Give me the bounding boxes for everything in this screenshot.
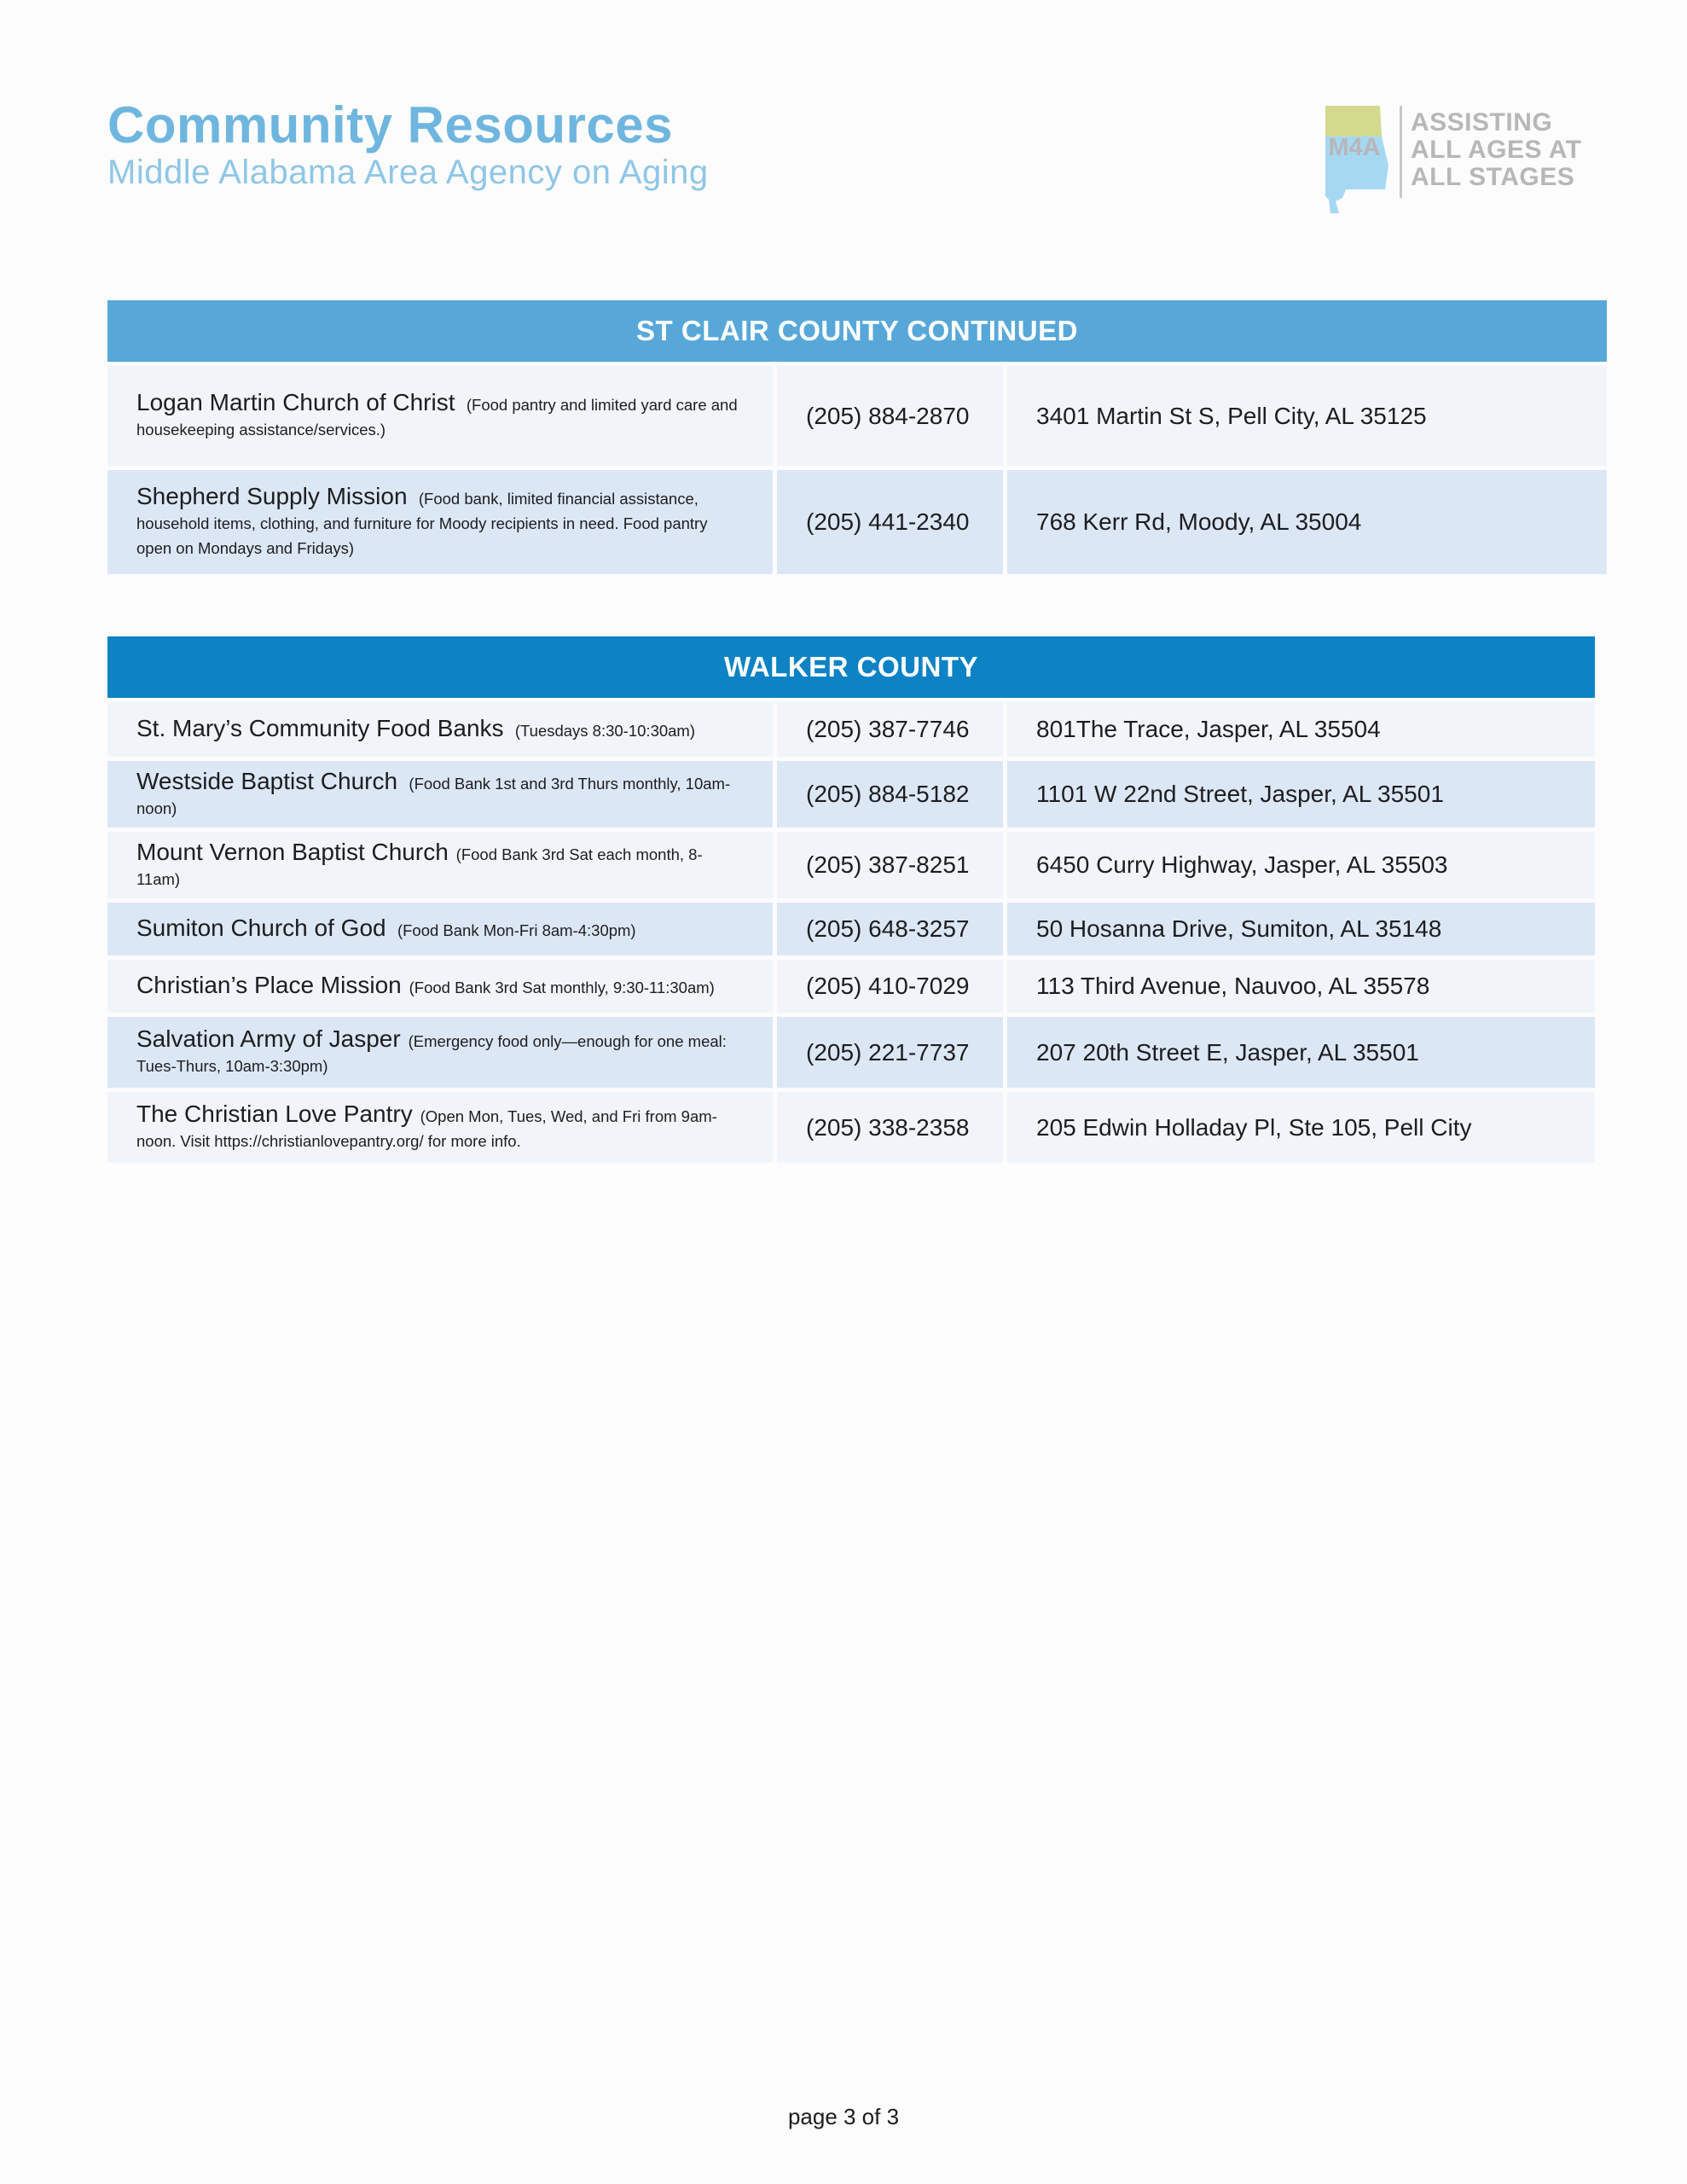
resource-name: Shepherd Supply Mission: [136, 483, 408, 510]
resource-note: (Food bank, limited financial assistance, household items, clothing, and furniture for Moody recipients in need. Food pantry open on Mondays and Fridays): [136, 490, 708, 557]
resource-name: St. Mary’s Community Food Banks: [136, 715, 504, 742]
resource-note: (Food Bank 3rd Sat monthly, 9:30-11:30am): [409, 979, 715, 997]
address: 768 Kerr Rd, Moody, AL 35004: [1036, 508, 1362, 535]
resource-name-cell: [107, 366, 773, 466]
resource-note: (Food pantry and limited yard care and housekeeping assistance/services.): [136, 396, 738, 439]
phone-number: (205) 884-2870: [806, 402, 970, 429]
phone-number: (205) 387-8251: [806, 851, 970, 878]
table-row: [107, 366, 1607, 466]
address: 113 Third Avenue, Nauvoo, AL 35578: [1036, 973, 1430, 999]
address-cell: [1007, 761, 1595, 828]
resource-note: (Emergency food only—enough for one meal: Tues-Thurs, 10am-3:30pm): [136, 1032, 727, 1075]
table-row: [107, 1017, 1595, 1088]
resource-note: (Open Mon, Tues, Wed, and Fri from 9am-noon. Visit https://christianlovepantry.org/ for more info.: [136, 1107, 717, 1150]
phone-cell: [777, 832, 1003, 898]
resource-name-cell: [107, 1017, 773, 1088]
phone-number: (205) 884-5182: [806, 781, 970, 807]
address-cell: [1007, 470, 1607, 574]
m4a-logo-mark: [1320, 102, 1394, 213]
address-cell: [1007, 702, 1595, 757]
address: 1101 W 22nd Street, Jasper, AL 35501: [1036, 781, 1444, 807]
st-clair-county-section: [107, 300, 1607, 574]
logo-mark-text: M4A: [1328, 134, 1381, 161]
resource-name: Sumiton Church of God: [136, 915, 386, 942]
table-row: [107, 960, 1595, 1013]
resource-note: (Food Bank 3rd Sat each month, 8-11am): [136, 845, 703, 888]
phone-number: (205) 387-7746: [806, 716, 970, 742]
page-title: Community Resources: [107, 96, 673, 154]
address: 207 20th Street E, Jasper, AL 35501: [1036, 1038, 1419, 1066]
phone-cell: [777, 761, 1003, 828]
table-row: [107, 903, 1595, 956]
phone-cell: [777, 702, 1003, 757]
address-cell: [1007, 366, 1607, 466]
resource-name-cell: [107, 903, 773, 956]
resource-note: (Food Bank Mon-Fri 8am-4:30pm): [397, 921, 636, 940]
table-row: [107, 470, 1607, 574]
page-subtitle: Middle Alabama Area Agency on Aging: [107, 154, 709, 191]
phone-cell: [777, 903, 1003, 956]
section-title: ST CLAIR COUNTY CONTINUED: [636, 315, 1078, 346]
table-row: [107, 702, 1595, 757]
address-cell: [1007, 903, 1595, 956]
address: 205 Edwin Holladay Pl, Ste 105, Pell City: [1036, 1113, 1472, 1141]
address-cell: [1007, 960, 1595, 1013]
phone-number: (205) 338-2358: [806, 1113, 970, 1141]
address: 50 Hosanna Drive, Sumiton, AL 35148: [1036, 915, 1442, 942]
resource-note: (Tuesdays 8:30-10:30am): [514, 722, 696, 741]
logo-divider: [1400, 106, 1402, 198]
phone-cell: [777, 366, 1003, 466]
section-title: WALKER COUNTY: [724, 651, 978, 682]
address: 6450 Curry Highway, Jasper, AL 35503: [1036, 851, 1448, 878]
resource-name-cell: [107, 470, 773, 574]
address-cell: [1007, 832, 1595, 898]
section-header: [107, 300, 1607, 362]
address: 801The Trace, Jasper, AL 35504: [1036, 716, 1381, 742]
phone-number: (205) 441-2340: [806, 508, 970, 535]
resource-note: (Food Bank 1st and 3rd Thurs monthly, 10am-noon): [136, 774, 731, 817]
resource-name-cell: [107, 702, 773, 757]
address-cell: [1007, 1017, 1595, 1088]
phone-number: (205) 648-3257: [806, 915, 970, 942]
table-row: [107, 832, 1595, 898]
phone-number: (205) 221-7737: [806, 1038, 970, 1066]
address: 3401 Martin St S, Pell City, AL 35125: [1036, 402, 1427, 429]
resource-name: Logan Martin Church of Christ: [136, 389, 455, 416]
resource-name-cell: [107, 832, 773, 898]
resource-name-cell: [107, 1092, 773, 1163]
section-header: [107, 636, 1595, 698]
address-cell: [1007, 1092, 1595, 1163]
resource-name: Westside Baptist Church: [136, 767, 398, 794]
logo-tagline: [1411, 109, 1582, 191]
resource-name: The Christian Love Pantry: [136, 1101, 413, 1128]
logo-tagline-line: ASSISTING: [1411, 108, 1553, 136]
phone-cell: [777, 1092, 1003, 1163]
table-row: [107, 1092, 1595, 1163]
phone-number: (205) 410-7029: [806, 973, 970, 999]
logo-tagline-line: ALL STAGES: [1411, 163, 1575, 191]
resource-name: Christian’s Place Mission: [136, 972, 402, 999]
walker-county-section: [107, 636, 1595, 1163]
resource-name: Mount Vernon Baptist Church: [136, 838, 449, 865]
page-number: page 3 of 3: [787, 2104, 900, 2129]
logo-tagline-line: ALL AGES AT: [1411, 136, 1582, 164]
m4a-logo: [1320, 102, 1585, 213]
phone-cell: [777, 470, 1003, 574]
resource-name-cell: [107, 761, 773, 828]
resource-name-cell: [107, 960, 773, 1013]
phone-cell: [777, 960, 1003, 1013]
phone-cell: [777, 1017, 1003, 1088]
resource-name: Salvation Army of Jasper: [136, 1025, 401, 1053]
table-row: [107, 761, 1595, 828]
